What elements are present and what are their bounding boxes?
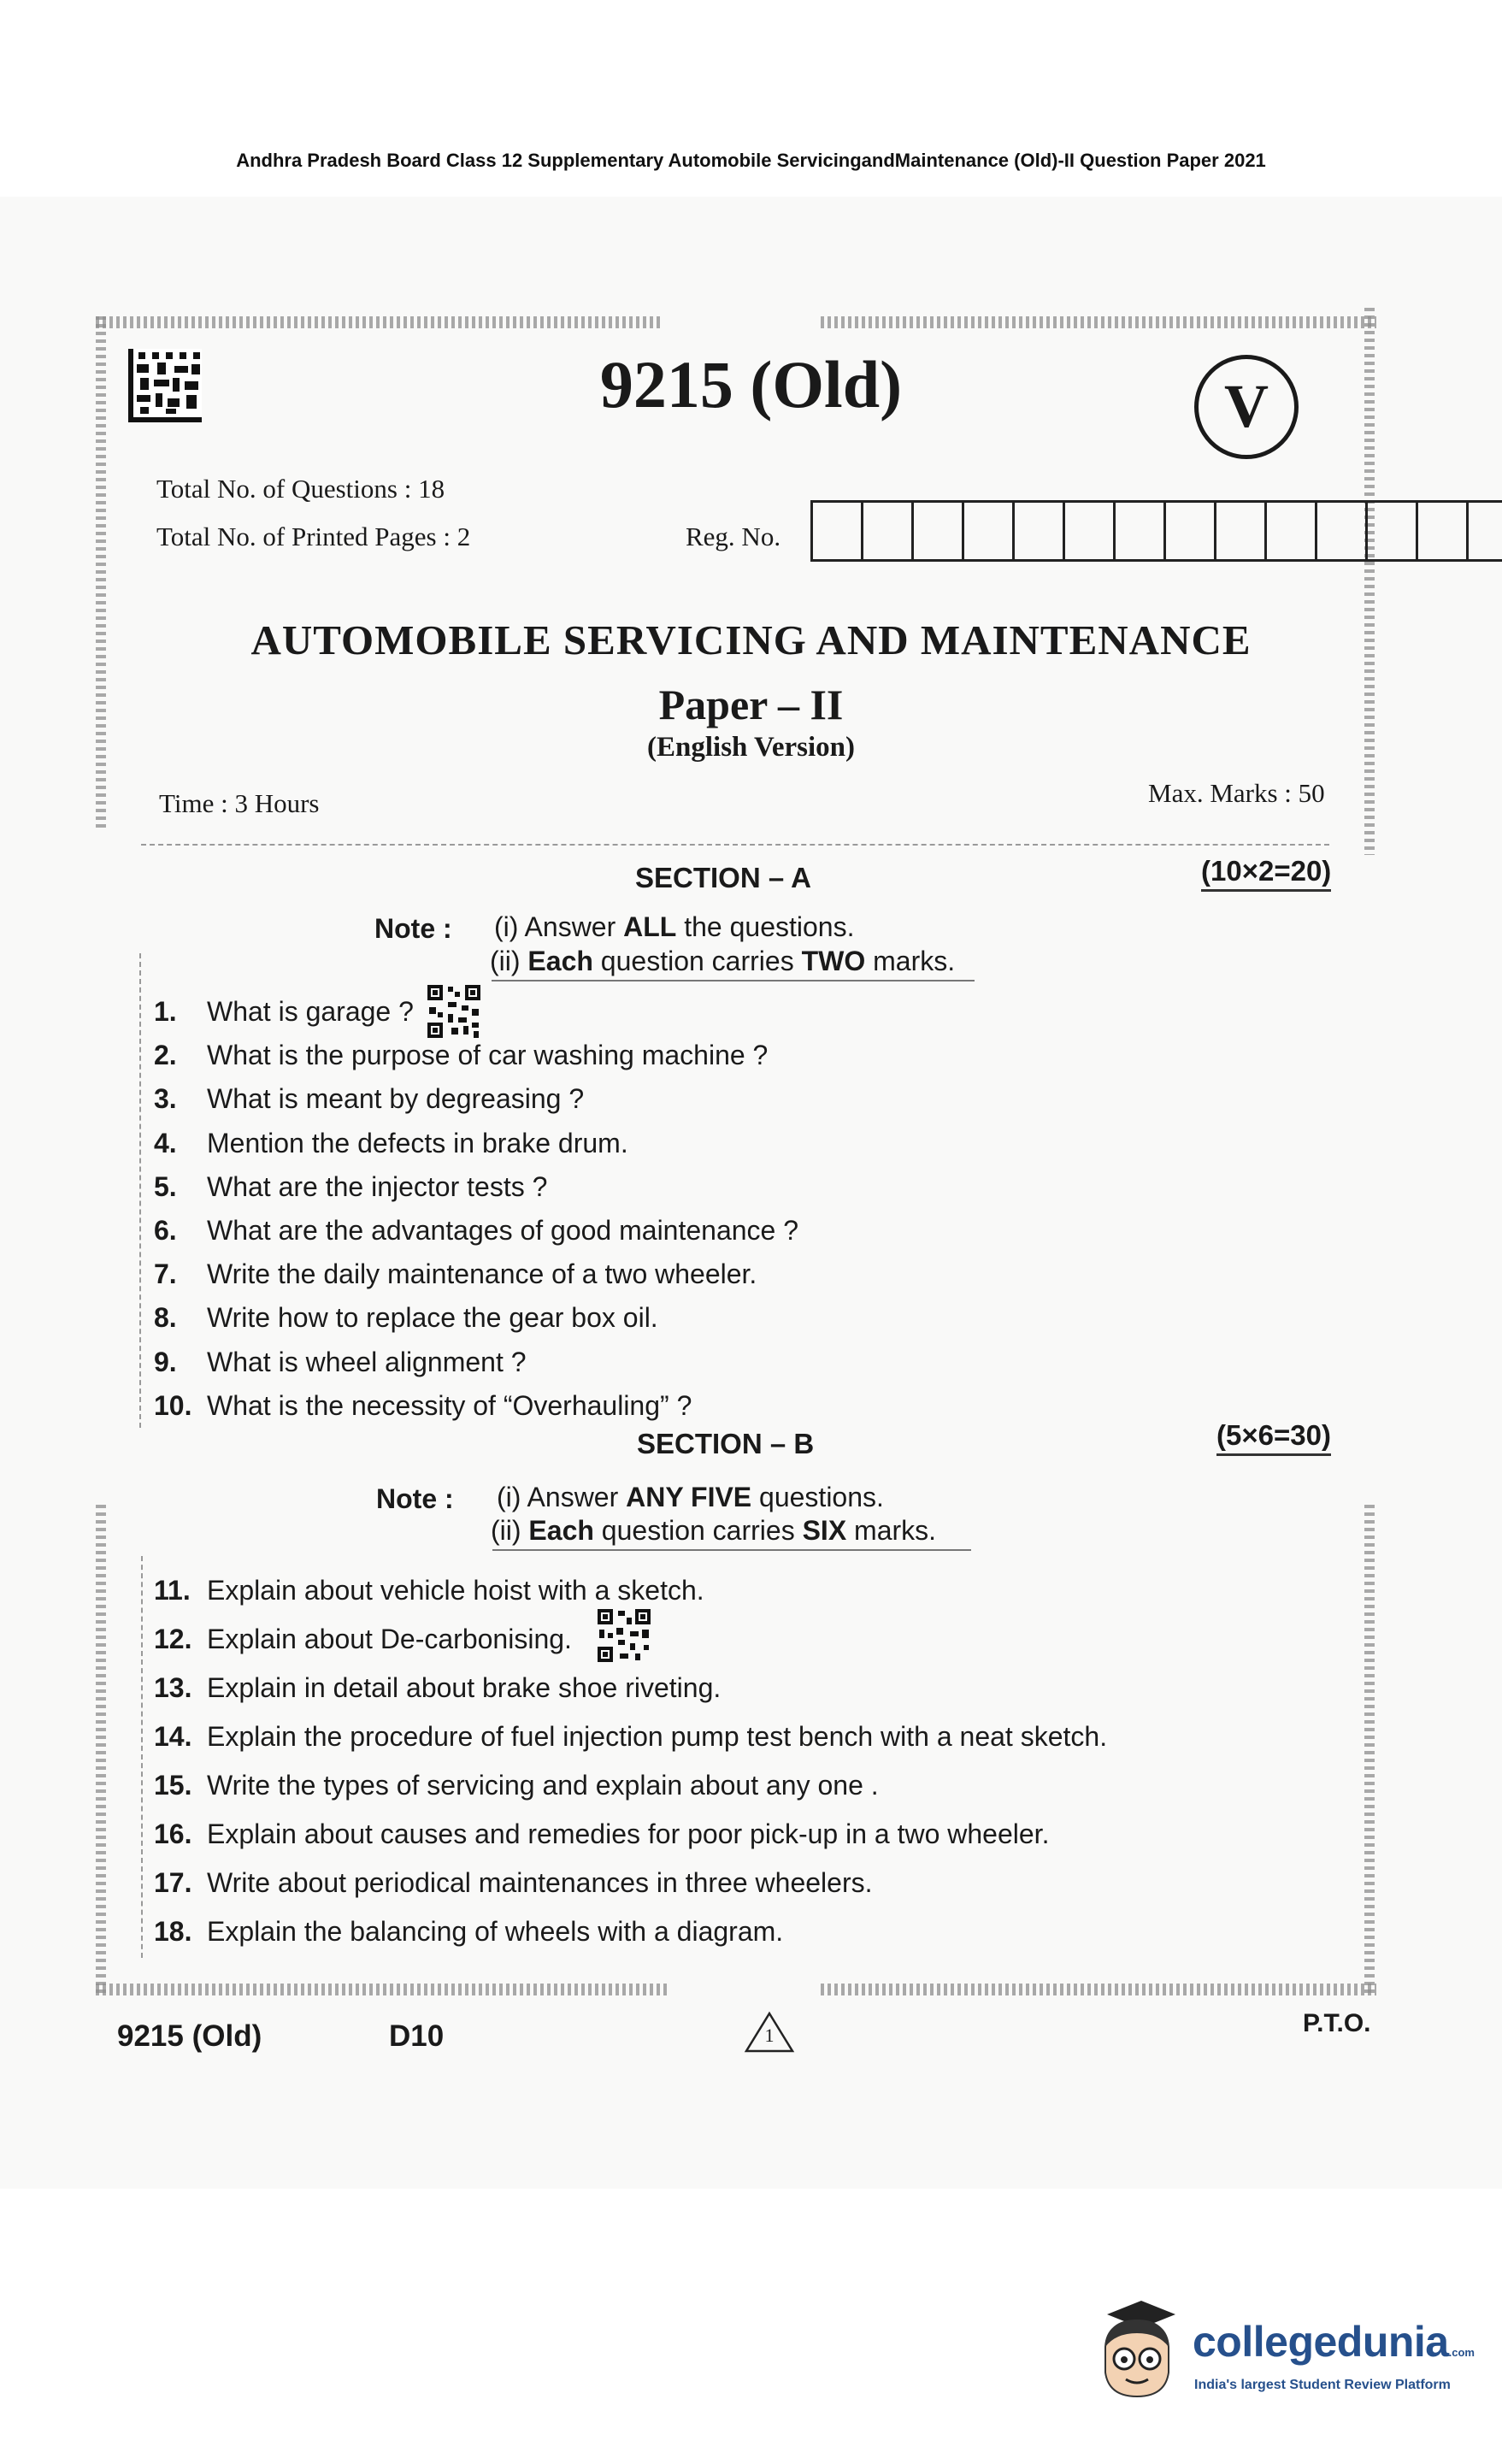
question-number: 16. [154,1819,192,1849]
question-text: Explain about De-carbonising. [207,1624,572,1654]
question-item [154,1128,628,1159]
brand-suffix: .com [1448,2346,1475,2359]
question-item [154,1083,584,1115]
question-item [154,1347,527,1378]
question-text: Write the types of servicing and explain about any one . [207,1770,879,1801]
question-text: What are the injector tests ? [207,1170,548,1202]
note-underline [492,1549,971,1551]
question-number: 17. [154,1867,192,1898]
question-text: Explain the procedure of fuel injection pump test bench with a neat sketch. [207,1721,1108,1752]
question-number: 7. [154,1259,177,1290]
question-item [154,1867,873,1899]
question-number: 2. [154,1040,177,1071]
mascot-logo-icon [1090,2296,1184,2402]
question-text: Write how to replace the gear box oil. [207,1302,658,1334]
question-number: 3. [154,1083,177,1115]
question-item [154,1721,1107,1753]
divider [141,844,1329,846]
question-item [154,1215,798,1247]
question-text: What is wheel alignment ? [207,1346,527,1377]
question-item [154,996,414,1028]
language-version: (English Version) [647,732,855,763]
reg-label: Reg. No. [686,522,781,551]
question-text: What is garage ? [207,996,414,1027]
question-text: Mention the defects in brake drum. [207,1127,628,1158]
footer-paper-code: 9215 (Old) [117,2019,262,2053]
question-item [154,1040,768,1071]
question-number: 4. [154,1127,177,1158]
margin-line [139,953,141,1428]
question-item [154,1624,572,1655]
time-allowed: Time : 3 Hours [159,788,320,818]
total-pages: Total No. of Printed Pages : 2 [156,522,471,551]
question-number: 13. [154,1672,192,1703]
question-number: 14. [154,1721,192,1752]
section-a-note-2: (ii) Each question carries TWO marks. [490,946,956,976]
section-a-title: SECTION – A [635,862,811,893]
total-questions: Total No. of Questions : 18 [156,474,445,504]
question-text: Write about periodical maintenances in three wheelers. [207,1867,873,1898]
question-text: Write the daily maintenance of a two wheeler. [207,1259,757,1290]
question-item [154,1916,783,1948]
question-item [154,1171,547,1203]
question-item [154,1770,879,1801]
section-b-title: SECTION – B [637,1428,815,1459]
question-number: 6. [154,1215,177,1246]
question-text: Explain in detail about brake shoe riveting. [207,1672,722,1703]
note-underline [492,980,975,981]
question-text: What is the purpose of car washing machine ? [207,1040,769,1071]
section-b-note-label: Note : [376,1483,454,1514]
question-item [154,1575,704,1606]
version-letter-badge: V [1194,355,1299,459]
margin-line [141,1556,143,1958]
brand-name: collegedunia [1193,2318,1449,2366]
brand-tagline: India's largest Student Review Platform [1194,2378,1451,2392]
qr-code-icon [426,983,482,1040]
max-marks: Max. Marks : 50 [1148,778,1325,808]
question-text: Explain about vehicle hoist with a sketch. [207,1575,704,1606]
section-a-note-1: (i) Answer ALL the questions. [494,911,855,942]
question-text: What is meant by degreasing ? [207,1083,585,1115]
section-b-note-2: (ii) Each question carries SIX marks. [491,1515,937,1546]
question-number: 10. [154,1389,192,1421]
question-number: 18. [154,1916,192,1947]
reg-number-boxes[interactable] [810,500,1502,562]
section-a-marks: (10×2=20) [1201,855,1331,892]
pto-label: P.T.O. [1303,2009,1371,2037]
question-text: What are the advantages of good maintenance ? [207,1215,799,1246]
paper-code: 9215 (Old) [599,347,903,421]
section-a-note-label: Note : [374,913,452,944]
question-item [154,1259,757,1290]
page-header: Andhra Pradesh Board Class 12 Supplementary Automobile ServicingandMaintenance (Old)-II Question Paper 2021 [236,150,1266,171]
section-b-note-1: (i) Answer ANY FIVE questions. [497,1482,884,1512]
triangle-page-number: 1 [764,2025,775,2046]
question-item [154,1390,692,1422]
question-item [154,1672,721,1704]
question-number: 5. [154,1170,177,1202]
subject-title: AUTOMOBILE SERVICING AND MAINTENANCE [250,616,1252,663]
footer-set-code: D10 [389,2019,445,2053]
question-number: 9. [154,1346,177,1377]
question-item [154,1302,658,1334]
question-number: 11. [154,1575,191,1606]
qr-code-icon [596,1607,652,1664]
section-b-marks: (5×6=30) [1216,1419,1331,1456]
question-number: 8. [154,1302,177,1334]
question-number: 12. [154,1624,192,1654]
question-number: 1. [154,996,177,1027]
question-text: What is the necessity of “Overhauling” ? [207,1389,692,1421]
paper-number: Paper – II [658,681,844,728]
question-number: 15. [154,1770,192,1801]
question-text: Explain the balancing of wheels with a diagram. [207,1916,784,1947]
brand-logo [1193,2317,1475,2367]
question-text: Explain about causes and remedies for poor pick-up in a two wheeler. [207,1819,1050,1849]
question-item [154,1819,1049,1850]
